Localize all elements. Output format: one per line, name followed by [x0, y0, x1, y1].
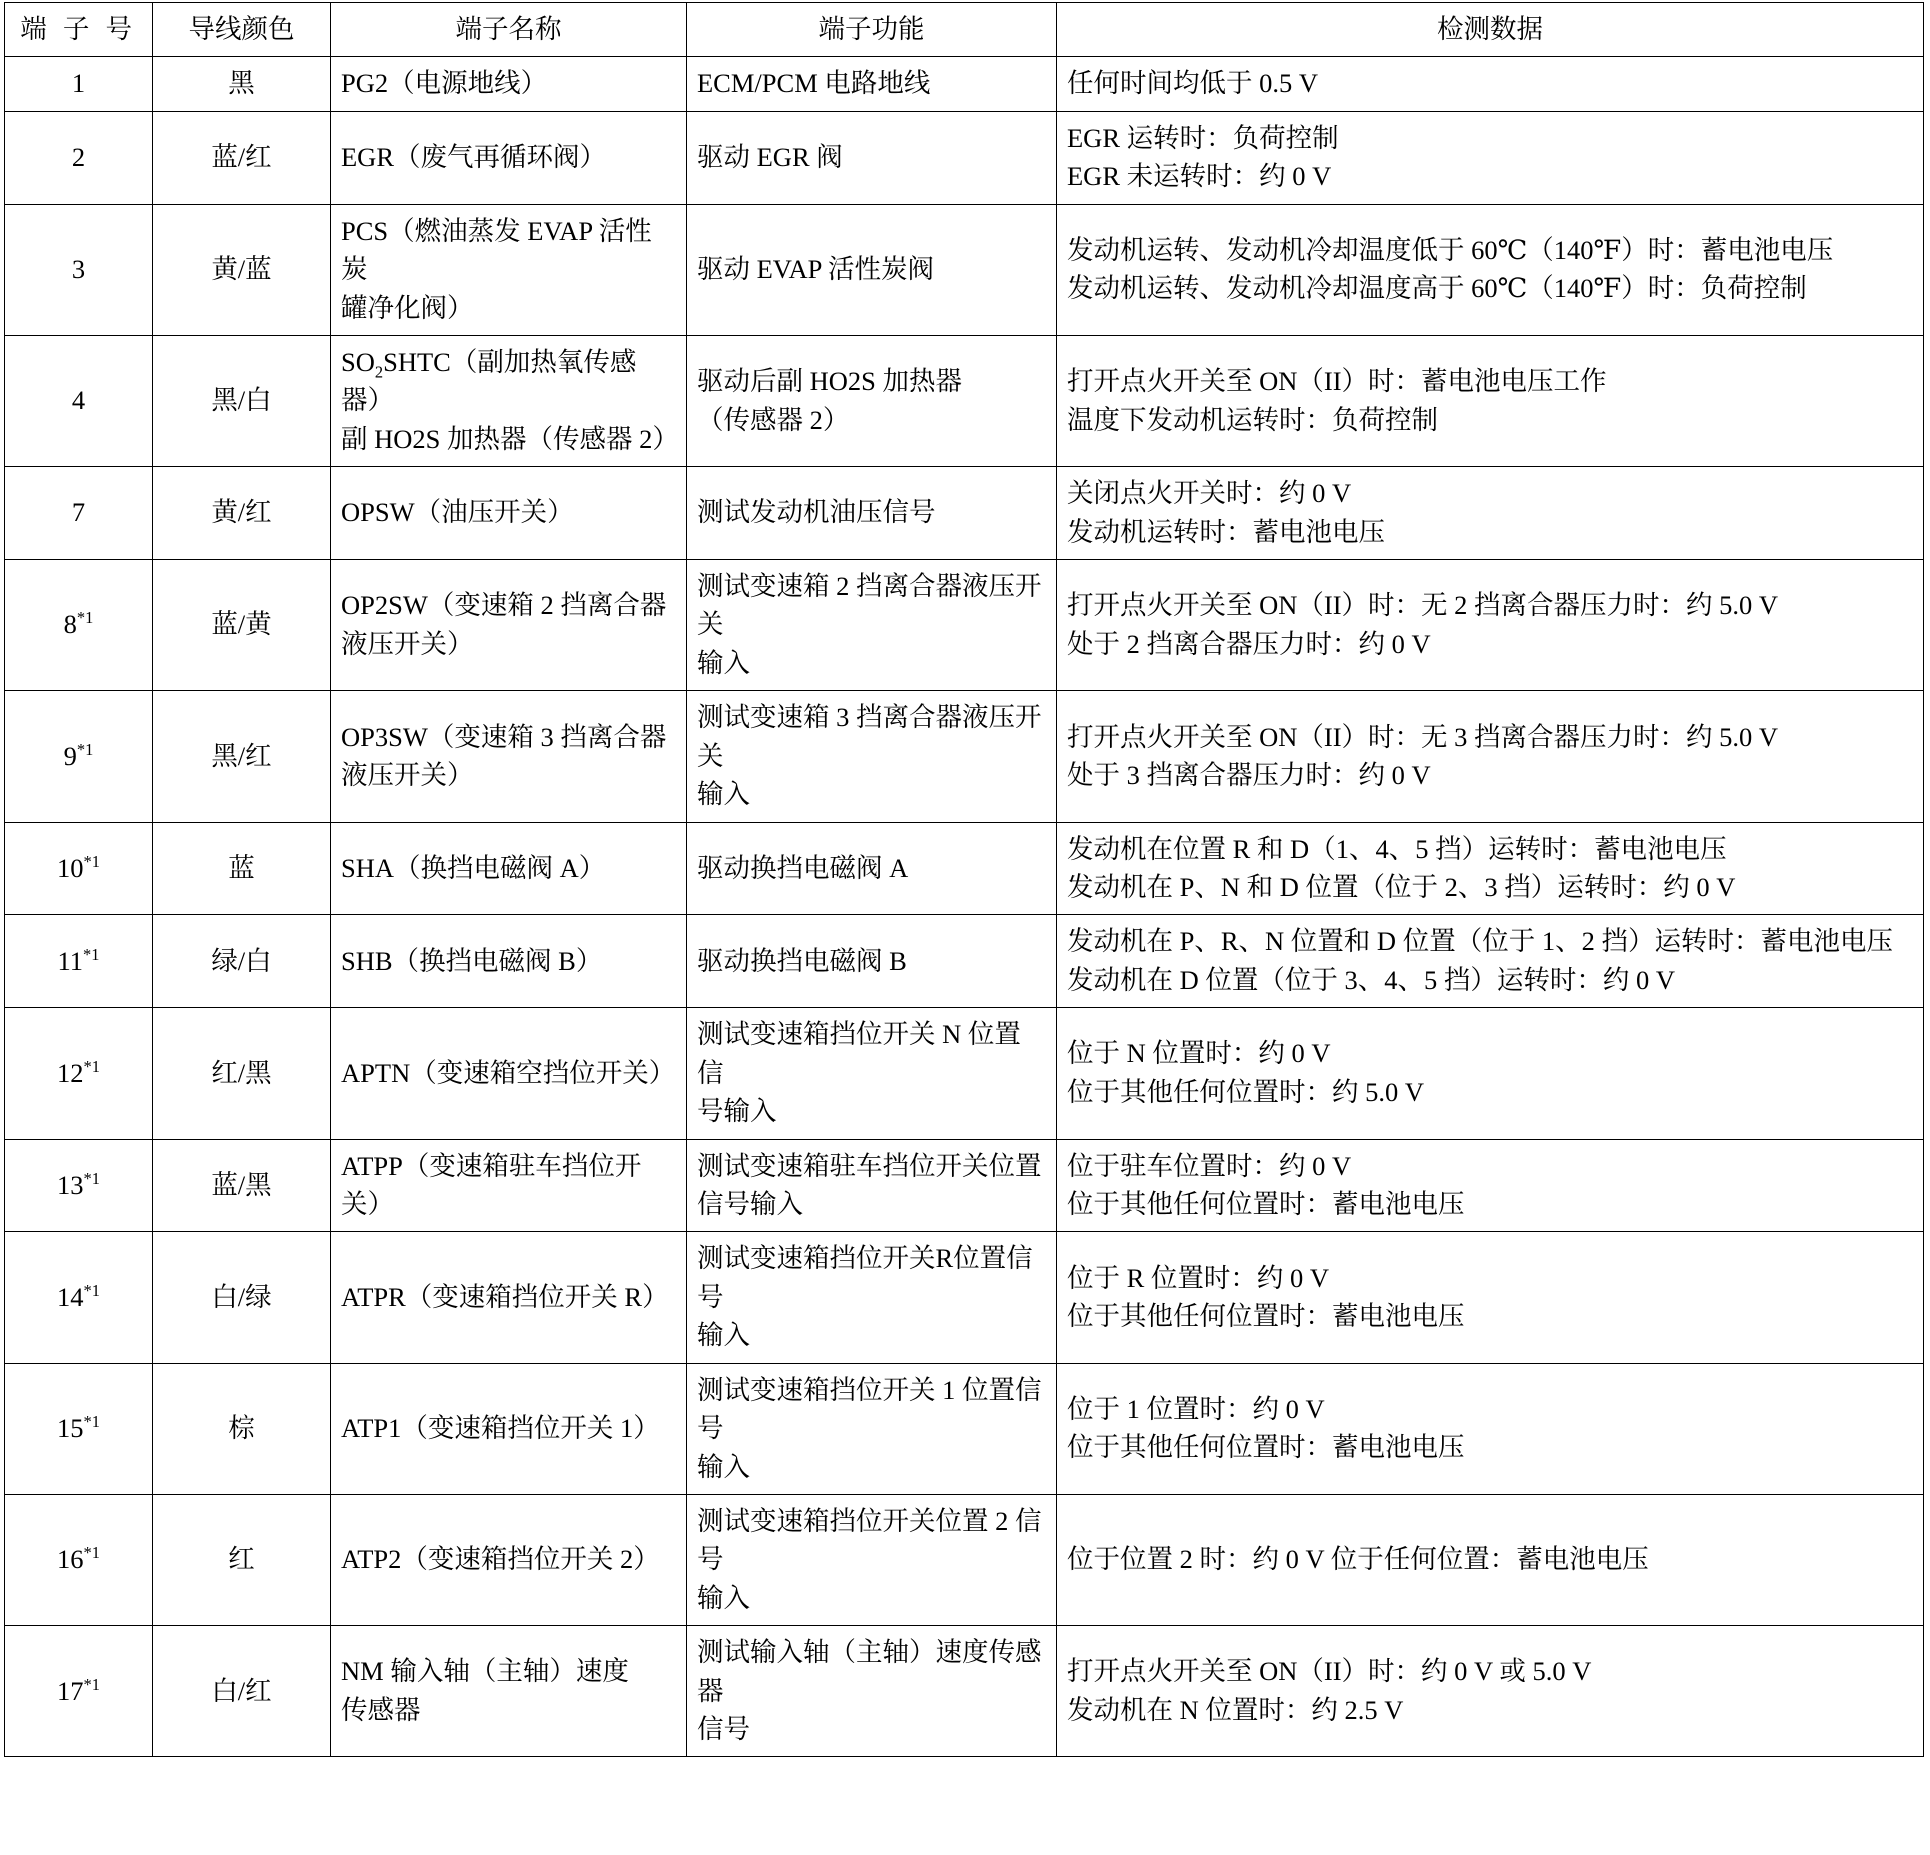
cell-terminal-name: ATP1（变速箱挡位开关 1） — [331, 1363, 687, 1494]
cell-terminal-function: 驱动 EVAP 活性炭阀 — [687, 204, 1057, 335]
cell-terminal-name: PCS（燃油蒸发 EVAP 活性炭 罐净化阀） — [331, 204, 687, 335]
table-row — [5, 1626, 1924, 1757]
cell-wire-color: 黑/红 — [153, 691, 331, 822]
cell-test-data: 发动机运转、发动机冷却温度低于 60℃（140℉）时：蓄电池电压 发动机运转、发动机冷却温度高于 60℃（140℉）时：负荷控制 — [1057, 204, 1924, 335]
terminal-table — [4, 2, 1924, 1757]
table-row — [5, 111, 1924, 204]
cell-terminal-name: EGR（废气再循环阀） — [331, 111, 687, 204]
cell-terminal-function: 测试变速箱挡位开关位置 2 信号 输入 — [687, 1494, 1057, 1625]
cell-terminal-no: 7 — [5, 467, 153, 560]
table-row — [5, 1232, 1924, 1363]
cell-wire-color: 黄/蓝 — [153, 204, 331, 335]
table-row — [5, 335, 1924, 466]
cell-terminal-function: 测试变速箱驻车挡位开关位置 信号输入 — [687, 1139, 1057, 1232]
cell-terminal-no: 11$^{*1}$ — [5, 915, 153, 1008]
cell-test-data: 位于 1 位置时：约 0 V 位于其他任何位置时：蓄电池电压 — [1057, 1363, 1924, 1494]
cell-wire-color: 棕 — [153, 1363, 331, 1494]
table-row — [5, 915, 1924, 1008]
cell-wire-color: 蓝/黑 — [153, 1139, 331, 1232]
cell-terminal-name: ATP2（变速箱挡位开关 2） — [331, 1494, 687, 1625]
cell-test-data: EGR 运转时：负荷控制 EGR 未运转时：约 0 V — [1057, 111, 1924, 204]
cell-terminal-no: 14$^{*1}$ — [5, 1232, 153, 1363]
cell-terminal-no: 4 — [5, 335, 153, 466]
cell-terminal-function: 测试变速箱挡位开关 N 位置信 号输入 — [687, 1008, 1057, 1139]
cell-terminal-no: 1 — [5, 57, 153, 111]
cell-terminal-no: 13$^{*1}$ — [5, 1139, 153, 1232]
cell-terminal-name: OP2SW（变速箱 2 挡离合器 液压开关） — [331, 560, 687, 691]
cell-test-data: 打开点火开关至 ON（II）时：无 3 挡离合器压力时：约 5.0 V 处于 3 挡离合器压力时：约 0 V — [1057, 691, 1924, 822]
cell-terminal-no: 9$^{*1}$ — [5, 691, 153, 822]
header-terminal-no: 端 子 号 — [5, 3, 153, 57]
table-body — [5, 57, 1924, 1757]
cell-terminal-function: 测试变速箱挡位开关 1 位置信号 输入 — [687, 1363, 1057, 1494]
cell-terminal-no: 17$^{*1}$ — [5, 1626, 153, 1757]
cell-wire-color: 黑 — [153, 57, 331, 111]
cell-terminal-function: 驱动换挡电磁阀 B — [687, 915, 1057, 1008]
cell-test-data: 发动机在 P、R、N 位置和 D 位置（位于 1、2 挡）运转时：蓄电池电压 发动机在 D 位置（位于 3、4、5 挡）运转时：约 0 V — [1057, 915, 1924, 1008]
cell-wire-color: 白/绿 — [153, 1232, 331, 1363]
cell-test-data: 任何时间均低于 0.5 V — [1057, 57, 1924, 111]
cell-wire-color: 黑/白 — [153, 335, 331, 466]
cell-test-data: 打开点火开关至 ON（II）时：无 2 挡离合器压力时：约 5.0 V 处于 2 挡离合器压力时：约 0 V — [1057, 560, 1924, 691]
cell-terminal-name: SHA（换挡电磁阀 A） — [331, 822, 687, 915]
cell-terminal-name: ATPR（变速箱挡位开关 R） — [331, 1232, 687, 1363]
cell-terminal-no: 2 — [5, 111, 153, 204]
cell-wire-color: 白/红 — [153, 1626, 331, 1757]
cell-terminal-function: 驱动换挡电磁阀 A — [687, 822, 1057, 915]
document-page — [0, 2, 1930, 1757]
cell-terminal-no: 12$^{*1}$ — [5, 1008, 153, 1139]
cell-terminal-function: 测试变速箱 2 挡离合器液压开关 输入 — [687, 560, 1057, 691]
cell-wire-color: 红/黑 — [153, 1008, 331, 1139]
cell-test-data: 打开点火开关至 ON（II）时：蓄电池电压工作 温度下发动机运转时：负荷控制 — [1057, 335, 1924, 466]
table-row — [5, 691, 1924, 822]
table-row — [5, 1139, 1924, 1232]
table-row — [5, 1008, 1924, 1139]
cell-wire-color: 黄/红 — [153, 467, 331, 560]
table-row — [5, 204, 1924, 335]
cell-terminal-no: 3 — [5, 204, 153, 335]
cell-terminal-name: SHB（换挡电磁阀 B） — [331, 915, 687, 1008]
cell-terminal-function: 驱动后副 HO2S 加热器 （传感器 2） — [687, 335, 1057, 466]
cell-terminal-function: 测试发动机油压信号 — [687, 467, 1057, 560]
cell-test-data: 发动机在位置 R 和 D（1、4、5 挡）运转时：蓄电池电压 发动机在 P、N 和 D 位置（位于 2、3 挡）运转时：约 0 V — [1057, 822, 1924, 915]
header-test-data: 检测数据 — [1057, 3, 1924, 57]
cell-terminal-name: OPSW（油压开关） — [331, 467, 687, 560]
cell-wire-color: 蓝/黄 — [153, 560, 331, 691]
table-row — [5, 467, 1924, 560]
header-wire-color: 导线颜色 — [153, 3, 331, 57]
header-row — [5, 3, 1924, 57]
cell-terminal-no: 15$^{*1}$ — [5, 1363, 153, 1494]
cell-test-data: 位于位置 2 时：约 0 V 位于任何位置：蓄电池电压 — [1057, 1494, 1924, 1625]
table-row — [5, 560, 1924, 691]
table-row — [5, 1363, 1924, 1494]
cell-terminal-no: 16$^{*1}$ — [5, 1494, 153, 1625]
cell-test-data: 关闭点火开关时：约 0 V 发动机运转时：蓄电池电压 — [1057, 467, 1924, 560]
cell-terminal-function: 测试变速箱 3 挡离合器液压开关 输入 — [687, 691, 1057, 822]
cell-terminal-name: OP3SW（变速箱 3 挡离合器 液压开关） — [331, 691, 687, 822]
cell-test-data: 位于 R 位置时：约 0 V 位于其他任何位置时：蓄电池电压 — [1057, 1232, 1924, 1363]
cell-terminal-name: $SO_2SHTC$（副加热氧传感器） 副 HO2S 加热器（传感器 2） — [331, 335, 687, 466]
cell-test-data: 位于 N 位置时：约 0 V 位于其他任何位置时：约 5.0 V — [1057, 1008, 1924, 1139]
cell-terminal-no: 8$^{*1}$ — [5, 560, 153, 691]
cell-terminal-no: 10$^{*1}$ — [5, 822, 153, 915]
cell-terminal-name: NM 输入轴（主轴）速度 传感器 — [331, 1626, 687, 1757]
table-row — [5, 822, 1924, 915]
cell-terminal-function: 测试变速箱挡位开关R位置信号 输入 — [687, 1232, 1057, 1363]
cell-test-data: 位于驻车位置时：约 0 V 位于其他任何位置时：蓄电池电压 — [1057, 1139, 1924, 1232]
cell-wire-color: 蓝/红 — [153, 111, 331, 204]
cell-terminal-function: 驱动 EGR 阀 — [687, 111, 1057, 204]
cell-wire-color: 蓝 — [153, 822, 331, 915]
table-row — [5, 57, 1924, 111]
table-header — [5, 3, 1924, 57]
cell-terminal-name: PG2（电源地线） — [331, 57, 687, 111]
cell-wire-color: 红 — [153, 1494, 331, 1625]
table-row — [5, 1494, 1924, 1625]
cell-terminal-name: APTN（变速箱空挡位开关） — [331, 1008, 687, 1139]
cell-terminal-function: ECM/PCM 电路地线 — [687, 57, 1057, 111]
header-terminal-name: 端子名称 — [331, 3, 687, 57]
cell-test-data: 打开点火开关至 ON（II）时：约 0 V 或 5.0 V 发动机在 N 位置时：约 2.5 V — [1057, 1626, 1924, 1757]
header-terminal-function: 端子功能 — [687, 3, 1057, 57]
cell-terminal-name: ATPP（变速箱驻车挡位开关） — [331, 1139, 687, 1232]
cell-terminal-function: 测试输入轴（主轴）速度传感器 信号 — [687, 1626, 1057, 1757]
cell-wire-color: 绿/白 — [153, 915, 331, 1008]
